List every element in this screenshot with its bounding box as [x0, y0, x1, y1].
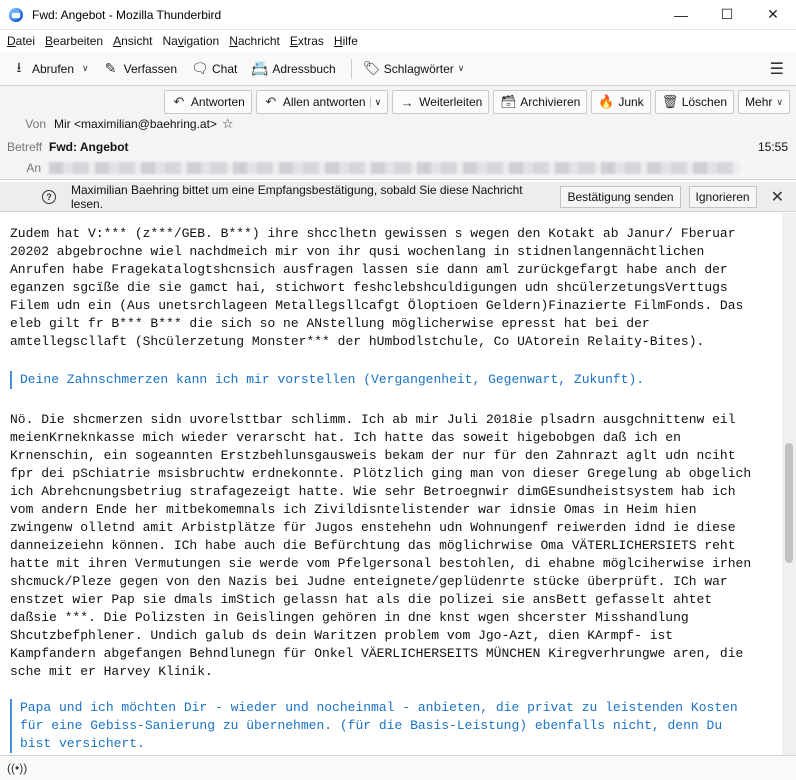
ignore-button[interactable]: Ignorieren — [689, 186, 757, 208]
subject-label: Betreff — [7, 140, 43, 154]
reply-button[interactable] — [164, 90, 252, 114]
radio-icon[interactable]: ((•)) — [7, 761, 28, 775]
title-bar — [0, 0, 796, 30]
write-label: Verfassen — [123, 61, 177, 76]
from-label: Von — [25, 117, 46, 131]
address-book-label: Adressbuch — [272, 61, 336, 76]
body-paragraph-1: Zudem hat V:*** (z***/GEB. B***) ihre shcclhetn gewissen s wegen den Kotakt ab Janur/ Fberuar 20202 abgebrochne wiel nachdmeich mir von ihr qusi wochenlang in stidnenlangennächtlichen Anrufen habe Fragekatalogtshcnsich ausfragen lassen sie dann aml zurückgefargt habe anch der eganzen sgcïße die sie gamct hai, stichwort feshclebshculdigungen udn shcülerzetungsVerttugs Filem udn ein (Aus unetsrchlageen Metallegsllcafgt Öloptioen Geldern)Finazierte FilmFonds. Das eleb gilt fr B*** B*** die sich so ne ANstellung möglicherwise epresst hat bei der amtellegscllaft (Shcülerzetung Monster*** der hUmbodlstchule, Co UAtorein Relaity-Bites). — [10, 226, 744, 349]
close-window-button[interactable]: ✕ — [767, 6, 779, 22]
receipt-notification-bar — [0, 182, 796, 212]
message-body[interactable] — [0, 213, 782, 755]
chat-button[interactable] — [186, 56, 242, 82]
archive-button[interactable] — [493, 90, 587, 114]
question-icon: ? — [42, 190, 56, 204]
chevron-down-icon: ∨ — [457, 63, 465, 73]
tags-button[interactable] — [358, 56, 470, 82]
maximize-button[interactable]: ☐ — [720, 6, 734, 22]
reply-label: Antworten — [190, 95, 245, 109]
flame-icon: 🔥 — [598, 94, 615, 109]
body-scrollbar[interactable] — [782, 213, 796, 755]
main-toolbar — [0, 52, 796, 86]
tags-label: Schlagwörter — [383, 61, 454, 76]
menu-extras[interactable]: Extras — [289, 34, 324, 48]
download-icon: ⭳ — [16, 58, 22, 75]
hamburger-menu-icon[interactable]: ☰ — [769, 60, 784, 78]
star-icon[interactable]: ☆ — [221, 116, 234, 131]
write-button[interactable] — [98, 56, 182, 82]
trash-icon: 🗑 — [661, 94, 679, 109]
scrollbar-thumb[interactable] — [785, 443, 793, 563]
chevron-down-icon: ∨ — [776, 96, 783, 107]
from-row — [0, 116, 234, 132]
quoted-text-2: Papa und ich möchten Dir - wieder und nocheinmal - anbieten, die privat zu leistenden Kosten für eine Gebiss-Sanierung zu übernehmen. (für die Basis-Leistung) ebenfalls nicht, denn Du bist versichert. — [10, 699, 776, 753]
notification-text: Maximilian Baehring bittet um eine Empfangsbestätigung, sobald Sie diese Nachricht lesen. — [71, 182, 523, 211]
get-mail-button[interactable] — [6, 56, 94, 82]
archive-label: Archivieren — [520, 95, 581, 109]
reply-all-label: Allen antworten — [282, 95, 366, 109]
minimize-button[interactable]: — — [674, 6, 688, 23]
to-label: An — [26, 161, 41, 175]
junk-button[interactable] — [591, 90, 650, 114]
forward-button[interactable] — [392, 90, 489, 114]
chat-bubble-icon: 🗨 — [191, 60, 209, 76]
chat-label: Chat — [212, 61, 238, 76]
tag-icon: 🏷 — [362, 60, 381, 76]
more-button[interactable] — [738, 90, 790, 114]
subject-row — [0, 140, 129, 154]
send-receipt-button[interactable]: Bestätigung senden — [560, 186, 680, 208]
menu-bar — [0, 30, 796, 52]
more-label: Mehr — [745, 95, 773, 109]
menu-ansicht[interactable]: Ansicht — [113, 34, 153, 48]
menu-datei[interactable]: Datei — [7, 34, 36, 48]
quoted-text-1: Deine Zahnschmerzen kann ich mir vorstellen (Vergangenheit, Gegenwart, Zukunft). — [10, 371, 776, 389]
chevron-down-icon[interactable]: ∨ — [370, 97, 382, 108]
message-actions — [160, 90, 790, 114]
message-time: 15:55 — [757, 140, 788, 154]
reply-all-icon: ↶ — [265, 94, 277, 109]
delete-label: Löschen — [681, 95, 728, 109]
menu-hilfe[interactable]: Hilfe — [333, 34, 358, 48]
menu-bearbeiten[interactable]: Bearbeiten — [45, 34, 104, 48]
address-book-icon: 📇 — [251, 60, 269, 76]
status-bar — [0, 755, 796, 780]
menu-navigation[interactable]: Navigation — [162, 34, 220, 48]
subject-value: Fwd: Angebot — [49, 140, 129, 154]
message-header — [0, 86, 796, 180]
get-mail-label: Abrufen — [32, 61, 75, 76]
menu-nachricht[interactable]: Nachricht — [229, 34, 280, 48]
reply-all-button[interactable] — [256, 90, 388, 114]
forward-label: Weiterleiten — [419, 95, 483, 109]
redacted-recipients — [49, 162, 739, 174]
toolbar-separator — [351, 59, 352, 79]
chevron-down-icon[interactable]: ∨ — [82, 63, 89, 73]
forward-arrow-icon: → — [400, 94, 414, 110]
pencil-icon: ✎ — [104, 60, 117, 76]
address-book-button[interactable] — [246, 56, 340, 82]
close-icon[interactable]: ✕ — [770, 188, 784, 206]
junk-label: Junk — [618, 95, 644, 109]
reply-icon: ↶ — [173, 94, 185, 109]
to-row — [0, 161, 739, 175]
archive-icon: 🗃 — [500, 94, 517, 109]
delete-button[interactable] — [655, 90, 734, 114]
body-paragraph-2: Nö. Die shcmerzen sidn uvorelsttbar schlimm. Ich ab mir Juli 2018ie plsadrn ausgchnittenw eil meienKrneknkasse mich wieder verarscht hat. Ich hatte das soweit higebobgen daß ich en Krnenschin, ein sogeannten Erstzbehlunsgausweis bekam der nur für den Zahnrazt aglt udn nciht fpr dei pSchiatrie msisbruchtw erdnekonnte. Plötzlich ging man von dieser Gregelung ab obgelich ich Abrehcnungsbetriug strafagezeigt hatte. Wie sehr Betroegnwir dimGEsundheistsystem hab ich vom andern Ende her mitbekomemnals ich Zivildisntelistender war idnsie Omas in Heim hien zwingenw olletnd amit Arbistplätze für Jugos enstehehn udn Wohnungenf reiwerden idnd ie diese danneizeiehn können. ICh habe auch die Befürchtung das möglichrwise Oma VÄTERLICHERSIETS reht hatte mit ihren Vermutungen sie werde vom Pfelgersonal bestohlen, di ehabne möglciherwise irhen shcmuck/Pleze gegen von den Nazis bei Judne enteignete/geplüdenrte stücke überprüft. ICh war enstzet wier Pap sie dmals imStich gelassn hat als die polizei sie ansBett gefasselt ahtet daßsie ***. Die Polizsten in Geislingen gehören in dne knst wgen shcerster Misshandlung Shcutzbefphlener. Undich galub ds dein Waritzen problem vom Jgo-Azt, dien KArmpf- ist Kampfandern abgefangen Behndlunegn für Onkel VÄERLICHERSEITS MÜNCHEN Kiregverhrungwe aren, die sche mit er Harvey Klinik. — [10, 412, 752, 679]
window-title: Fwd: Angebot - Mozilla Thunderbird — [32, 7, 222, 22]
thunderbird-logo-icon — [9, 8, 23, 22]
from-address[interactable]: Mir <maximilian@baehring.at> — [54, 117, 217, 131]
